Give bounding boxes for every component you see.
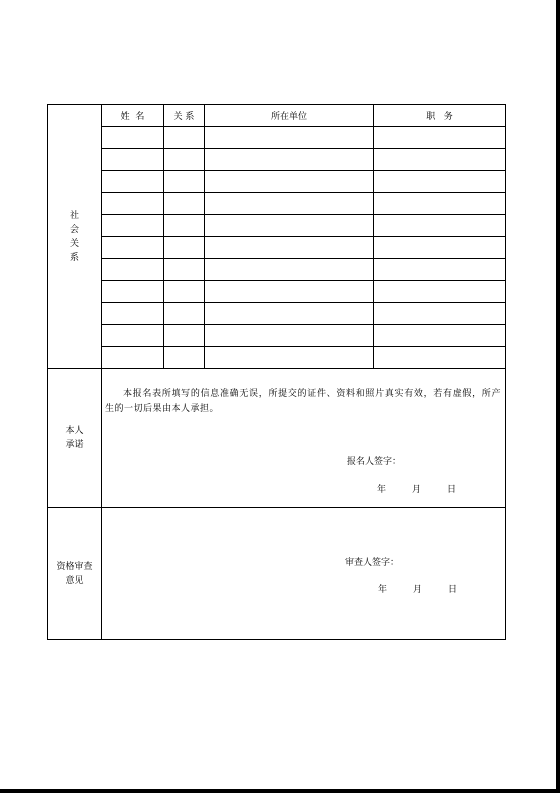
cell-name[interactable] (102, 281, 164, 303)
social-relation-row (48, 193, 506, 215)
promise-row (48, 369, 506, 508)
cell-position[interactable] (374, 127, 506, 149)
page-edge-right (556, 0, 560, 793)
cell-name[interactable] (102, 259, 164, 281)
date-day: 日 (448, 585, 458, 595)
cell-relation[interactable] (164, 303, 205, 325)
social-relation-row (48, 171, 506, 193)
social-relation-row (48, 149, 506, 171)
social-relation-row (48, 325, 506, 347)
registration-form-table (47, 104, 506, 640)
header-position: 职 务 (374, 105, 506, 127)
date-year: 年 (378, 585, 388, 595)
cell-relation[interactable] (164, 127, 205, 149)
review-label: 资格审查 意见 (48, 508, 102, 640)
social-relation-row (48, 347, 506, 369)
cell-name[interactable] (102, 347, 164, 369)
cell-position[interactable] (374, 347, 506, 369)
applicant-sign-date (377, 482, 456, 495)
social-relation-row (48, 259, 506, 281)
cell-relation[interactable] (164, 149, 205, 171)
cell-position[interactable] (374, 193, 506, 215)
cell-name[interactable] (102, 325, 164, 347)
social-relation-row (48, 237, 506, 259)
cell-name[interactable] (102, 237, 164, 259)
cell-relation[interactable] (164, 347, 205, 369)
cell-unit[interactable] (205, 347, 374, 369)
reviewer-signature-label: 审查人签字： (345, 558, 400, 568)
review-row (48, 508, 506, 640)
date-month: 月 (412, 485, 422, 495)
social-relation-row (48, 281, 506, 303)
cell-position[interactable] (374, 303, 506, 325)
cell-unit[interactable] (205, 237, 374, 259)
cell-position[interactable] (374, 149, 506, 171)
cell-relation[interactable] (164, 237, 205, 259)
cell-unit[interactable] (205, 303, 374, 325)
cell-name[interactable] (102, 171, 164, 193)
social-relations-label: 社 会 关 系 (48, 105, 102, 369)
cell-relation[interactable] (164, 259, 205, 281)
cell-name[interactable] (102, 127, 164, 149)
promise-statement: 本报名表所填写的信息准确无误，所提交的证件、资料和照片真实有效，若有虚假，所产生的一切后果由本人承担。 (105, 389, 501, 414)
header-relation: 关 系 (164, 105, 205, 127)
social-relation-row (48, 215, 506, 237)
date-year: 年 (377, 485, 387, 495)
cell-position[interactable] (374, 171, 506, 193)
review-cell[interactable] (102, 508, 506, 640)
cell-unit[interactable] (205, 127, 374, 149)
social-relation-row (48, 127, 506, 149)
cell-unit[interactable] (205, 325, 374, 347)
cell-name[interactable] (102, 193, 164, 215)
promise-cell[interactable] (102, 369, 506, 508)
cell-relation[interactable] (164, 281, 205, 303)
date-month: 月 (413, 585, 423, 595)
cell-unit[interactable] (205, 259, 374, 281)
cell-position[interactable] (374, 215, 506, 237)
cell-unit[interactable] (205, 171, 374, 193)
cell-position[interactable] (374, 259, 506, 281)
cell-relation[interactable] (164, 215, 205, 237)
cell-relation[interactable] (164, 325, 205, 347)
page-edge-bottom (0, 789, 560, 793)
cell-unit[interactable] (205, 215, 374, 237)
cell-unit[interactable] (205, 281, 374, 303)
promise-label: 本人 承诺 (48, 369, 102, 508)
social-relation-row (48, 303, 506, 325)
cell-unit[interactable] (205, 193, 374, 215)
cell-relation[interactable] (164, 171, 205, 193)
cell-relation[interactable] (164, 193, 205, 215)
cell-name[interactable] (102, 149, 164, 171)
header-unit: 所在单位 (205, 105, 374, 127)
cell-position[interactable] (374, 237, 506, 259)
cell-name[interactable] (102, 303, 164, 325)
reviewer-sign-date (378, 582, 457, 595)
date-day: 日 (447, 485, 457, 495)
social-header-row (48, 105, 506, 127)
cell-name[interactable] (102, 215, 164, 237)
cell-unit[interactable] (205, 149, 374, 171)
applicant-signature-label: 报名人签字： (347, 457, 402, 467)
header-name: 姓 名 (102, 105, 164, 127)
cell-position[interactable] (374, 325, 506, 347)
cell-position[interactable] (374, 281, 506, 303)
